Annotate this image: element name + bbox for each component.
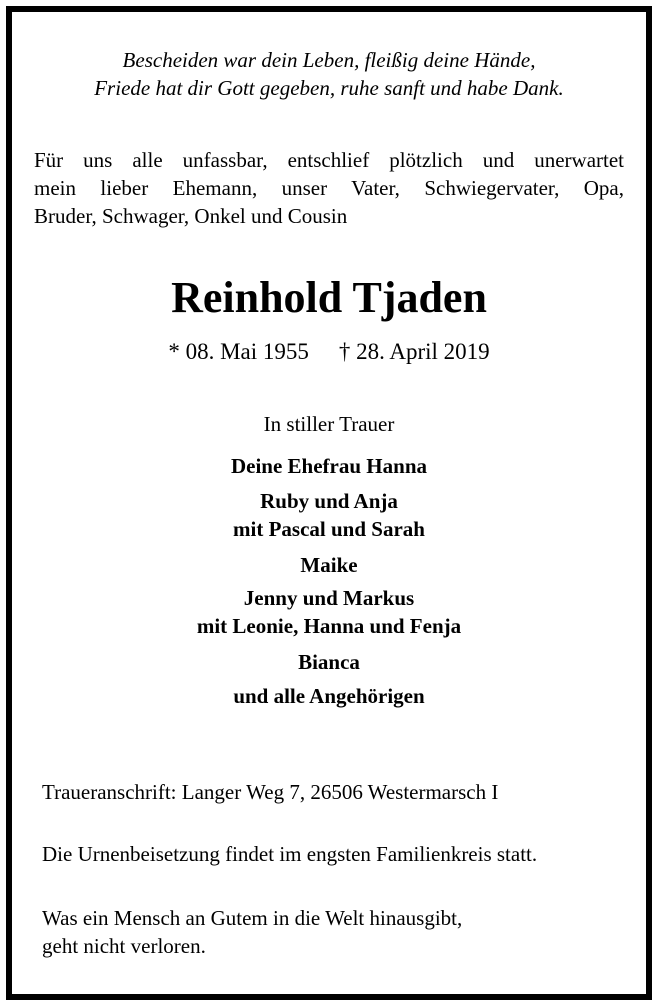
- closing-quote-line-1: Was ein Mensch an Gutem in die Welt hinausgibt,: [42, 906, 463, 930]
- mourner-line: mit Pascal und Sarah: [233, 517, 425, 541]
- mourner-line: und alle Angehörigen: [233, 684, 425, 708]
- mourning-address: Traueranschrift: Langer Weg 7, 26506 Westermarsch I: [42, 780, 499, 804]
- mourner-line: Bianca: [298, 650, 360, 674]
- intro-line-1: Für uns alle unfassbar, entschlief plötzlich und unerwartet: [34, 148, 624, 172]
- mourner-line: Maike: [300, 553, 358, 577]
- birth-date: * 08. Mai 1955: [168, 339, 309, 364]
- deceased-name: Reinhold Tjaden: [171, 273, 487, 322]
- intro-line-3: Bruder, Schwager, Onkel und Cousin: [34, 204, 348, 228]
- death-date: † 28. April 2019: [338, 339, 490, 364]
- mourner-line: Ruby und Anja: [260, 489, 398, 513]
- intro-line-2: mein lieber Ehemann, unser Vater, Schwiegervater, Opa,: [34, 176, 624, 200]
- motto-line-1: Bescheiden war dein Leben, fleißig deine Hände,: [122, 48, 536, 72]
- mourning-heading: In stiller Trauer: [263, 412, 395, 436]
- obituary-frame: [6, 6, 652, 1000]
- mourner-line: Deine Ehefrau Hanna: [230, 454, 427, 478]
- life-dates: [12, 340, 646, 363]
- mourner-line: Jenny und Markus: [243, 586, 415, 610]
- burial-notice: Die Urnenbeisetzung findet im engsten Familienkreis statt.: [42, 842, 538, 866]
- mourner-line: mit Leonie, Hanna und Fenja: [196, 614, 462, 638]
- closing-quote-line-2: geht nicht verloren.: [42, 934, 206, 958]
- motto-line-2: Friede hat dir Gott gegeben, ruhe sanft und habe Dank.: [94, 76, 564, 100]
